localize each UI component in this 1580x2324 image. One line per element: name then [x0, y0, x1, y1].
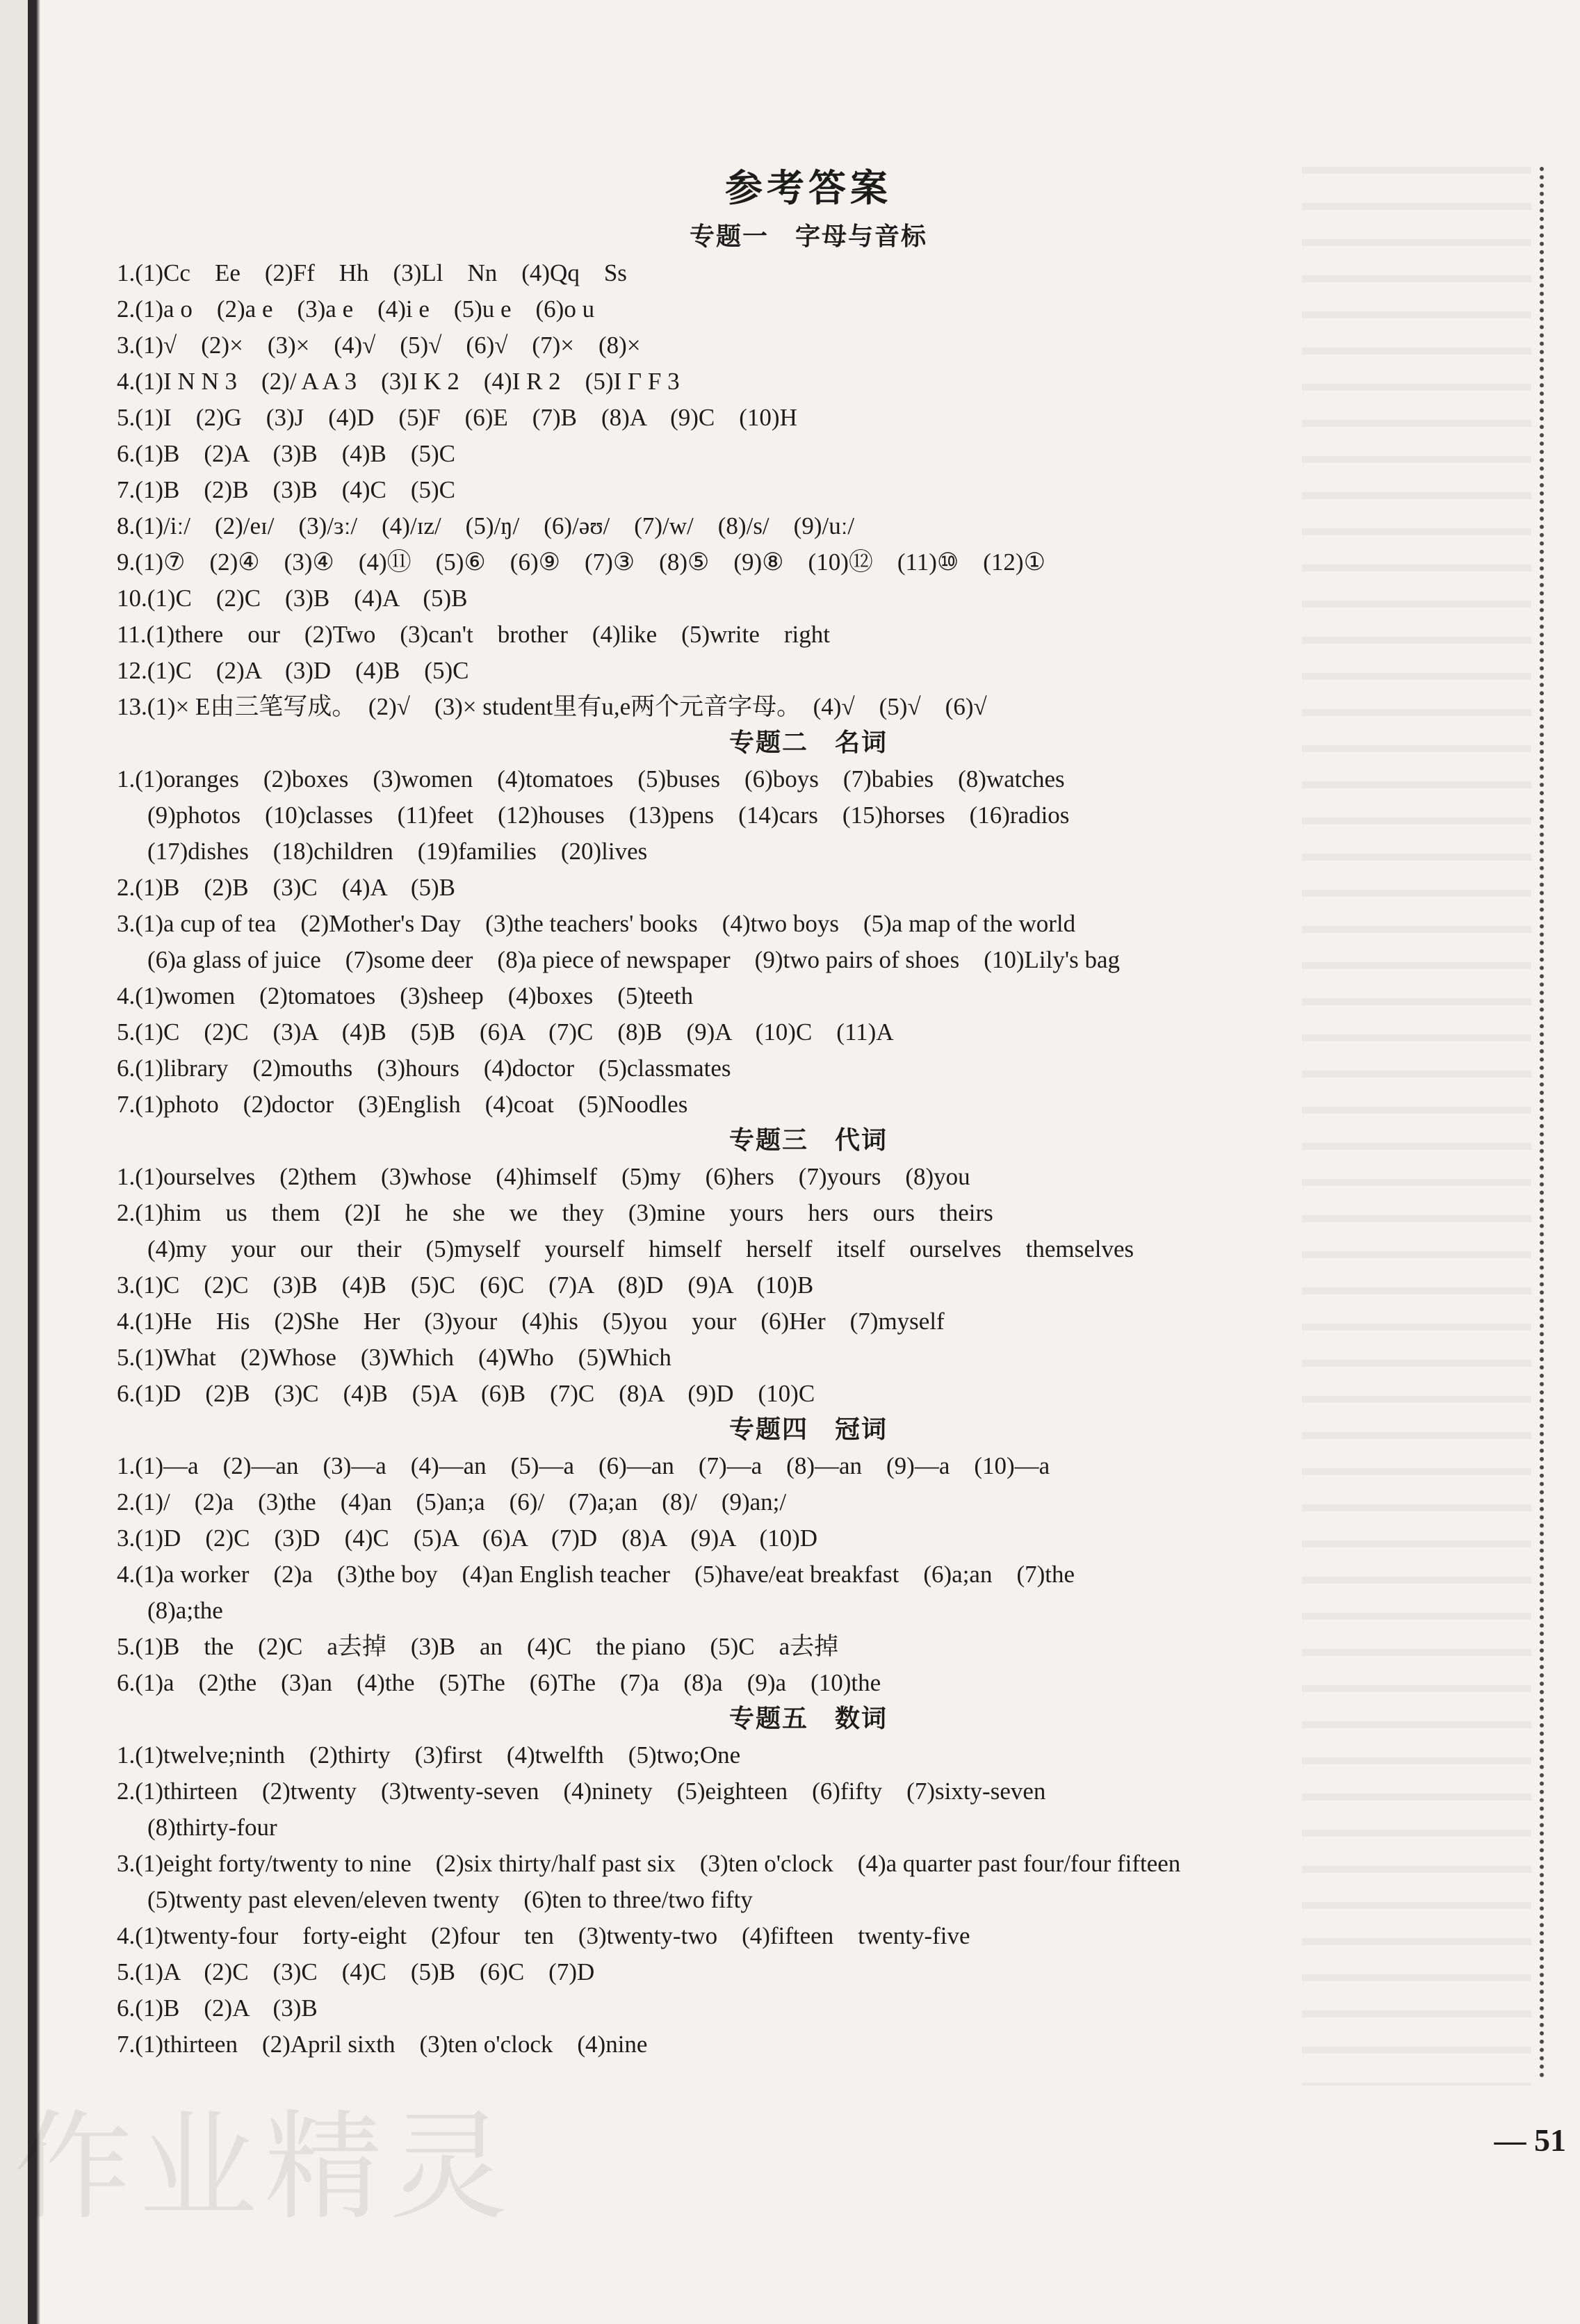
section-heading: 专题三 代词	[728, 1126, 888, 1155]
perforated-edge	[1540, 167, 1580, 2079]
answer-line: 3.(1)eight forty/twenty to nine (2)six thirty/half past six (3)ten o'clock (4)a quarter past four/four fifteen	[117, 1850, 1181, 1877]
answer-line: 3.(1)C (2)C (3)B (4)B (5)C (6)C (7)A (8)D (9)A (10)B	[117, 1271, 814, 1299]
answer-line: 2.(1)a o (2)a e (3)a e (4)i e (5)u e (6)o u	[117, 295, 595, 323]
answer-line: 5.(1)I (2)G (3)J (4)D (5)F (6)E (7)B (8)A (9)C (10)H	[117, 404, 797, 431]
answer-line: 2.(1)B (2)B (3)C (4)A (5)B	[117, 874, 456, 901]
answer-line: (9)photos (10)classes (11)feet (12)houses (13)pens (14)cars (15)horses (16)radios	[147, 802, 1070, 829]
answer-line: 4.(1)He His (2)She Her (3)your (4)his (5)you your (6)Her (7)myself	[117, 1308, 945, 1335]
answer-line: 5.(1)C (2)C (3)A (4)B (5)B (6)A (7)C (8)B (9)A (10)C (11)A	[117, 1018, 894, 1046]
answer-line: 6.(1)B (2)A (3)B (4)B (5)C	[117, 440, 456, 467]
answer-line: 2.(1)thirteen (2)twenty (3)twenty-seven (4)ninety (5)eighteen (6)fifty (7)sixty-seven	[117, 1778, 1046, 1805]
answer-line: 3.(1)a cup of tea (2)Mother's Day (3)the teachers' books (4)two boys (5)a map of the world	[117, 910, 1076, 937]
answer-line: 13.(1)× E由三笔写成。 (2)√ (3)× student里有u,e两个元音字母。 (4)√ (5)√ (6)√	[117, 693, 987, 720]
answer-line: (8)thirty-four	[147, 1814, 277, 1841]
answer-line: 7.(1)photo (2)doctor (3)English (4)coat (5)Noodles	[117, 1091, 688, 1118]
answer-line: 6.(1)D (2)B (3)C (4)B (5)A (6)B (7)C (8)A (9)D (10)C	[117, 1380, 815, 1407]
page-binding-edge	[0, 0, 40, 2324]
answer-line: 7.(1)B (2)B (3)B (4)C (5)C	[117, 476, 456, 503]
answer-line: 7.(1)thirteen (2)April sixth (3)ten o'clock (4)nine	[117, 2031, 648, 2058]
watermark-logo: 作业精灵	[14, 2099, 515, 2236]
answer-line: 2.(1)him us them (2)I he she we they (3)mine yours hers ours theirs	[117, 1199, 993, 1226]
answer-line: 6.(1)B (2)A (3)B	[117, 1994, 318, 2022]
answer-line: 10.(1)C (2)C (3)B (4)A (5)B	[117, 585, 468, 612]
answer-line: 5.(1)What (2)Whose (3)Which (4)Who (5)Which	[117, 1344, 671, 1371]
answer-line: (4)my your our their (5)myself yourself himself herself itself ourselves themselves	[147, 1235, 1134, 1262]
answer-line: 6.(1)a (2)the (3)an (4)the (5)The (6)The (7)a (8)a (9)a (10)the	[117, 1669, 881, 1696]
answer-line: (17)dishes (18)children (19)families (20)lives	[147, 838, 648, 865]
answer-line: 1.(1)oranges (2)boxes (3)women (4)tomatoes (5)buses (6)boys (7)babies (8)watches	[117, 765, 1065, 793]
answer-line: (5)twenty past eleven/eleven twenty (6)ten to three/two fifty	[147, 1886, 753, 1913]
answer-line: 4.(1)women (2)tomatoes (3)sheep (4)boxes (5)teeth	[117, 982, 694, 1009]
answer-line: 5.(1)B the (2)C a去掉 (3)B an (4)C the piano (5)C a去掉	[117, 1633, 839, 1660]
answer-line: (8)a;the	[147, 1597, 223, 1624]
answer-line: 8.(1)/iː/ (2)/eɪ/ (3)/ɜː/ (4)/ɪz/ (5)/ŋ/ (6)/əʊ/ (7)/w/ (8)/s/ (9)/uː/	[117, 512, 855, 539]
section-heading: 专题五 数词	[728, 1705, 888, 1733]
answer-line: 6.(1)library (2)mouths (3)hours (4)doctor (5)classmates	[117, 1055, 731, 1082]
answer-line: 12.(1)C (2)A (3)D (4)B (5)C	[117, 657, 469, 684]
answer-line: 1.(1)—a (2)—an (3)—a (4)—an (5)—a (6)—an (7)—a (8)—an (9)—a (10)—a	[117, 1452, 1050, 1479]
page-number: — 51	[1494, 2122, 1566, 2158]
page-title: 参考答案	[725, 165, 892, 210]
answer-line: 4.(1)I N N 3 (2)/ A A 3 (3)I K 2 (4)I R 2 (5)I Γ F 3	[117, 368, 680, 395]
answer-line: 1.(1)ourselves (2)them (3)whose (4)himself (5)my (6)hers (7)yours (8)you	[117, 1163, 970, 1190]
section-heading: 专题四 冠词	[728, 1415, 888, 1444]
answer-line: 5.(1)A (2)C (3)C (4)C (5)B (6)C (7)D	[117, 1958, 595, 1985]
answer-line: 4.(1)a worker (2)a (3)the boy (4)an English teacher (5)have/eat breakfast (6)a;an (7)the	[117, 1561, 1075, 1588]
answer-line: 11.(1)there our (2)Two (3)can't brother (4)like (5)write right	[117, 621, 830, 648]
answer-line: 1.(1)twelve;ninth (2)thirty (3)first (4)twelfth (5)two;One	[117, 1741, 741, 1769]
section-heading: 专题一 字母与音标	[689, 222, 927, 251]
answer-line: 1.(1)Cc Ee (2)Ff Hh (3)Ll Nn (4)Qq Ss	[117, 259, 627, 286]
answer-line: 9.(1)⑦ (2)④ (3)④ (4)⑪ (5)⑥ (6)⑨ (7)③ (8)⑤ (9)⑧ (10)⑫ (11)⑩ (12)①	[117, 549, 1045, 576]
answer-line: 2.(1)/ (2)a (3)the (4)an (5)an;a (6)/ (7)a;an (8)/ (9)an;/	[117, 1488, 787, 1516]
answer-key	[117, 159, 1500, 2063]
answer-line: 3.(1)D (2)C (3)D (4)C (5)A (6)A (7)D (8)A (9)A (10)D	[117, 1525, 818, 1552]
answer-line: (6)a glass of juice (7)some deer (8)a piece of newspaper (9)two pairs of shoes (10)Lily's bag	[147, 946, 1121, 973]
answer-line: 4.(1)twenty-four forty-eight (2)four ten (3)twenty-two (4)fifteen twenty-five	[117, 1922, 970, 1949]
sections-container	[117, 219, 1500, 2063]
answer-line: 3.(1)√ (2)× (3)× (4)√ (5)√ (6)√ (7)× (8)×	[117, 332, 641, 359]
section-heading: 专题二 名词	[728, 729, 888, 757]
